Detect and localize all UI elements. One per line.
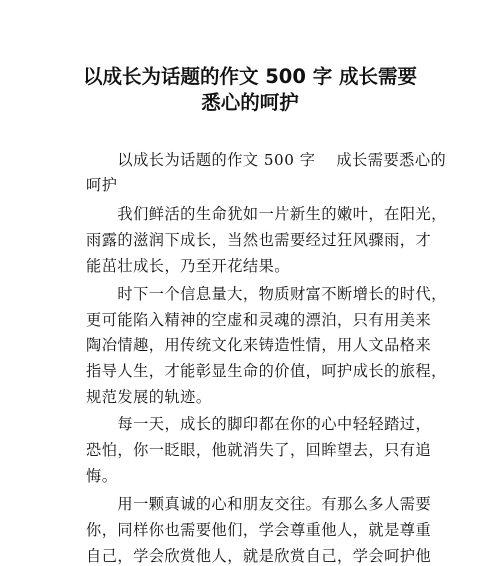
document-title-line-2: 悉心的呵护 <box>201 91 299 114</box>
body-line: 悔。 <box>86 467 118 485</box>
body-line: 以成长为话题的作文 500 字 成长需要悉心的 <box>86 151 447 169</box>
body-line: 时下一个信息量大，物质财富不断增长的时代， <box>86 285 447 303</box>
body-line: 雨露的滋润下成长，当然也需要经过狂风骤雨，才 <box>86 231 432 249</box>
body-line: 每一天，成长的脚印都在你的心中轻轻踏过， <box>86 415 432 433</box>
body-line: 更可能陷入精神的空虚和灵魂的漂泊，只有用美来 <box>86 311 432 329</box>
body-line: 能茁壮成长，乃至开花结果。 <box>86 257 290 275</box>
body-line: 指导人生，才能彰显生命的价值，呵护成长的旅程， <box>86 362 447 380</box>
body-line: 我们鲜活的生命犹如一片新生的嫩叶，在阳光， <box>86 205 447 223</box>
body-line: 恐怕，你一眨眼，他就消失了，回眸望去，只有追 <box>86 441 432 459</box>
body-line: 你，同样你也需要他们，学会尊重他人，就是尊重 <box>86 521 432 539</box>
body-line: 陶冶情趣，用传统文化来铸造性情，用人文品格来 <box>86 336 432 354</box>
document-title-line-1: 以成长为话题的作文 500 字 成长需要 <box>82 65 418 88</box>
body-line: 自己，学会欣赏他人，就是欣赏自己，学会呵护他 <box>86 547 432 565</box>
body-line: 用一颗真诚的心和朋友交往。有那么多人需要 <box>86 495 432 513</box>
body-line: 规范发展的轨迹。 <box>86 388 212 406</box>
body-line: 呵护 <box>86 176 118 194</box>
